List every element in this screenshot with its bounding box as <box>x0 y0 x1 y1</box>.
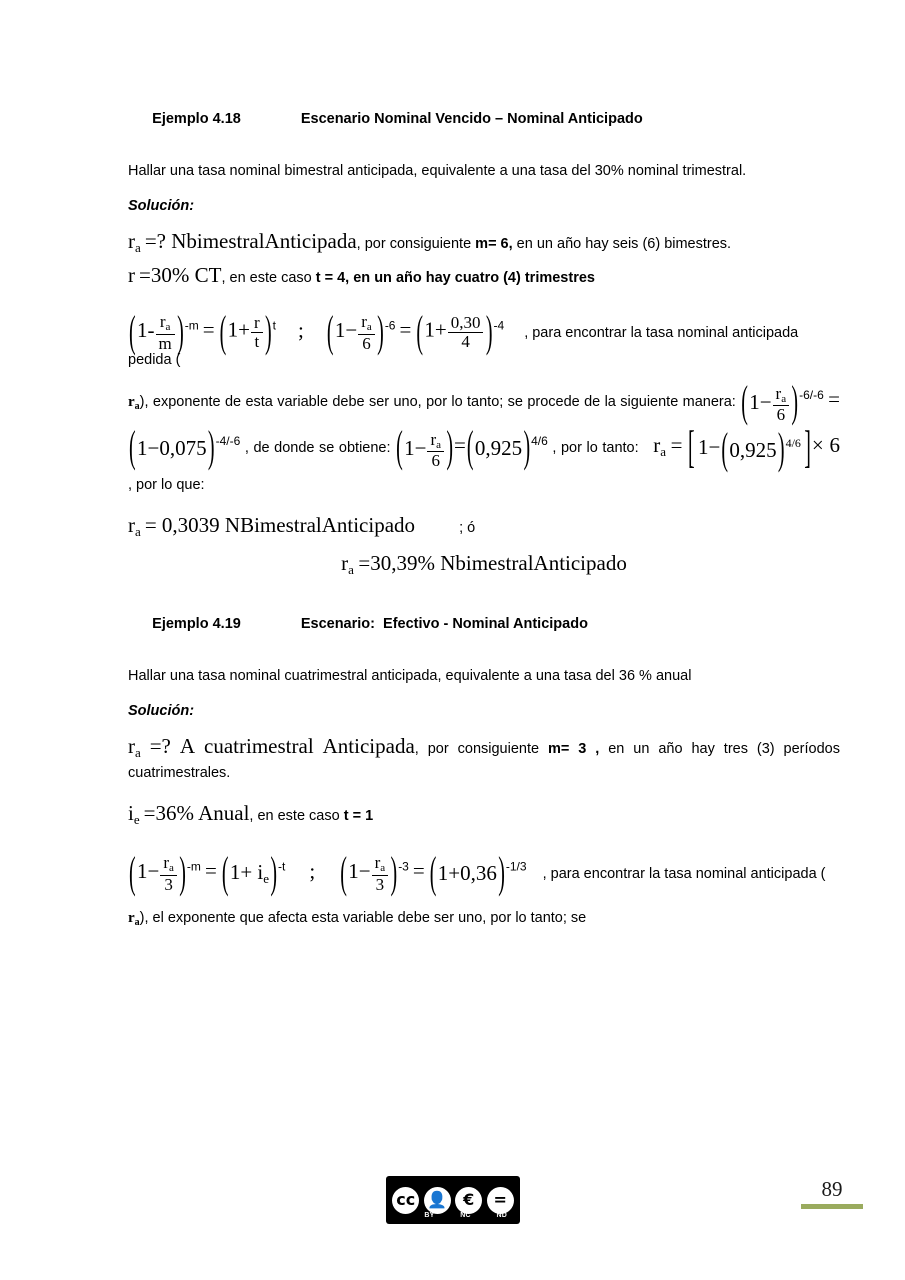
formula1b-lhs-prefix: 1− <box>137 859 160 884</box>
nc-dollar-slash-icon: € <box>455 1187 482 1214</box>
ie-equation-text: =36% Anual <box>143 801 250 826</box>
formula1b-rhs-content: $1+ i_e$ <box>229 860 270 887</box>
solution-label-4-19: Solución: <box>128 703 195 720</box>
ie-note-1: , en este caso <box>249 808 344 825</box>
r-equation-text: =30% CT <box>139 262 222 287</box>
fraction-ra-over-3: $\frac{r_a}{3}$ <box>160 854 177 893</box>
m-value: m= 6, <box>475 236 513 253</box>
equals-3: = <box>828 387 840 412</box>
formula5-trailing-text: , por lo que: <box>128 476 205 493</box>
line-ra-definition-4-19 <box>128 731 840 784</box>
variable-r: r <box>128 262 135 287</box>
exponent-minus-m-b: -m <box>186 859 201 874</box>
page-number-rule <box>801 1204 863 1209</box>
formula-general-anticipada-4-18 <box>128 313 840 368</box>
formula3-rhs-content: 1−0,075 <box>137 436 207 461</box>
r-note-2: en un año hay cuatro (4) trimestres <box>349 269 595 286</box>
formula4-prefix: 1− <box>404 435 427 460</box>
paragraph-anticipada-procedimiento <box>128 378 840 499</box>
formula-separator-2: ; <box>309 858 316 883</box>
result-line-1-4-18 <box>128 510 840 542</box>
equals-4: = <box>454 433 466 458</box>
paren-formula3-rhs <box>128 427 216 469</box>
value-1-plus-036: 1+0,36 <box>437 861 497 886</box>
cc-label-row <box>386 1212 520 1219</box>
example-statement-4-19: Hallar una tasa nominal cuatrimestral anticipada, equivalente a una tasa del 36 % anual <box>128 668 692 685</box>
formula2-rhs-prefix: 1+ <box>424 318 447 343</box>
result-variable-ra-2: $r_a$ <box>341 551 354 578</box>
paren-formula4 <box>395 427 454 470</box>
page-number-box <box>801 1178 863 1209</box>
paren-0925-b <box>720 429 785 471</box>
paren-right-formula2 <box>415 314 493 351</box>
example-heading-4-18 <box>128 95 840 143</box>
exponent-t: t <box>272 318 276 333</box>
equals-1-b: = <box>204 858 217 883</box>
by-person-icon: 👤 <box>424 1187 451 1214</box>
r-note-1: , en este caso <box>221 269 316 286</box>
exponent-minus-m: -m <box>184 318 199 333</box>
exponent-4-over-6-b: 4/6 <box>785 436 801 451</box>
paren-formula3 <box>740 381 799 424</box>
example-label: Ejemplo 4.18 <box>152 111 241 127</box>
cc-label-by: BY <box>424 1212 435 1219</box>
paren-right-formula1-b <box>221 860 278 887</box>
exponent-4-over-6: 4/6 <box>531 434 548 449</box>
example-title-2: Escenario: Efectivo - Nominal Anticipado <box>300 616 588 633</box>
formula1-lhs-prefix: 1- <box>137 318 155 343</box>
variable-ra-result: $r_a$ <box>653 433 666 460</box>
fraction-ra-over-3-b: $\frac{r_a}{3}$ <box>372 854 389 893</box>
variable-ie: $i_e$ <box>128 801 140 828</box>
line-ie-definition-4-19 <box>128 798 840 830</box>
exponent-minus-1-over-3: -1/3 <box>505 859 527 874</box>
line-ra-definition-4-18 <box>128 226 840 258</box>
result-value-1: = 0,3039 NBimestralAnticipado <box>144 512 416 537</box>
value-0925-b: 0,925 <box>729 437 777 462</box>
line-r-definition-4-18 <box>128 260 840 292</box>
page-content <box>128 95 840 933</box>
result-or-text: ; ó <box>459 519 476 536</box>
ra-note-1: , por consiguiente <box>356 236 476 253</box>
multiply-by-6: × 6 <box>811 433 841 458</box>
value-0925: 0,925 <box>474 436 523 461</box>
ra-note-1-b: , por consiguiente <box>414 741 548 758</box>
result-line-2-4-18 <box>128 551 840 578</box>
fraction-ra-over-6-b: $\frac{r_a}{6}$ <box>773 385 790 424</box>
formula-general-anticipada-4-19 <box>128 854 840 893</box>
cc-label-nd: ND <box>496 1212 508 1219</box>
result-variable-ra: $r_a$ <box>128 512 141 539</box>
exponent-minus6-over-minus6: -6/-6 <box>799 388 824 403</box>
exponent-minus-4: -4 <box>493 318 505 333</box>
formula2-lhs-prefix: 1− <box>334 318 358 343</box>
formula3-trailing-text: , de donde se obtiene: <box>244 440 391 457</box>
paren-left-formula2 <box>326 313 385 352</box>
formula1-rhs-prefix: 1+ <box>227 318 250 343</box>
exponent-minus-6: -6 <box>384 318 396 333</box>
fraction-ra-over-6: $\frac{r_a}{6}$ <box>358 313 375 352</box>
nd-equals-icon: = <box>487 1187 514 1214</box>
formula2b-trailing-text: , para encontrar la tasa nominal anticipada ( <box>542 865 826 882</box>
paragraph-exponente-4-19 <box>128 903 840 933</box>
formula2b-lhs-prefix: 1− <box>348 859 371 884</box>
equals-2: = <box>399 317 412 342</box>
paren-1-plus-036 <box>429 861 506 886</box>
m-value-2: m= 3 , <box>547 741 600 758</box>
variable-ra-2: $r_a$ <box>128 734 141 761</box>
fraction-r-over-t: $\frac{r}{t}$ <box>251 314 263 351</box>
solution-label-4-18: Solución: <box>128 198 195 215</box>
formula4-trailing-text: , por lo tanto: <box>552 440 639 457</box>
exponente-text: ), el exponente que afecta esta variable debe ser uno, por lo tanto; se <box>139 910 587 927</box>
paren-left-formula2-b <box>339 854 398 893</box>
cc-label-nc: NC <box>460 1212 471 1219</box>
page-number: 89 <box>821 1177 843 1201</box>
exponent-minus-3: -3 <box>398 859 409 874</box>
formula-separator-1: ; <box>298 317 304 342</box>
page-footer <box>0 1176 905 1246</box>
example-title: Escenario Nominal Vencido – Nominal Anticipado <box>300 111 643 127</box>
equals-2-b: = <box>412 858 425 883</box>
procedimiento-text: ), exponente de esta variable debe ser uno, por lo tanto; se procede de la siguiente manera: <box>139 394 736 411</box>
ra-equation-text-2: =? A cuatrimestral Anticipada <box>149 734 415 759</box>
fraction-ra-over-m: $\frac{r_a}{m}$ <box>156 313 175 352</box>
exponent-minus4-over-minus6: -4/-6 <box>215 434 241 449</box>
paren-0925 <box>466 427 531 469</box>
exponent-minus-t: -t <box>278 859 286 874</box>
equals-1: = <box>202 317 215 342</box>
example-statement-4-18: Hallar una tasa nominal bimestral anticipada, equivalente a una tasa del 30% nominal trimestral. <box>128 163 747 179</box>
formula1-trailing-text: , para encontrar la tasa nominal anticipada pedida ( <box>128 324 799 369</box>
equals-5: = <box>670 433 683 458</box>
formula3-prefix: 1− <box>749 389 772 414</box>
paren-left-formula1 <box>128 313 185 352</box>
paren-left-formula1-b <box>128 854 187 893</box>
t-value-2: t = 1 <box>343 808 374 825</box>
ra-note-2: en un año hay seis (6) bimestres. <box>512 236 732 253</box>
fraction-030-over-4: $\frac{0,30}{4}$ <box>448 314 484 351</box>
t-value: t = 4, <box>315 269 350 286</box>
bracket-final-expression <box>687 426 812 471</box>
ra-equation-text: =? NbimestralAnticipada <box>144 229 357 254</box>
variable-ra: $r_a$ <box>128 229 141 256</box>
inline-variable-ra-1: $r_a$ <box>128 394 140 413</box>
paren-right-formula1 <box>219 314 273 351</box>
ra-note-2-b: en un año hay tres (3) períodos cuatrimestrales. <box>128 741 840 781</box>
example-heading-4-19 <box>128 600 840 648</box>
inline-variable-ra-2: $r_a$ <box>128 910 140 929</box>
result-value-2: =30,39% NbimestralAnticipado <box>358 551 627 576</box>
cc-icon: cc <box>392 1187 419 1214</box>
fraction-ra-over-6-c: $\frac{r_a}{6}$ <box>427 431 444 470</box>
bracket-prefix: 1− <box>697 435 721 460</box>
example-label-2: Ejemplo 4.19 <box>152 616 241 633</box>
